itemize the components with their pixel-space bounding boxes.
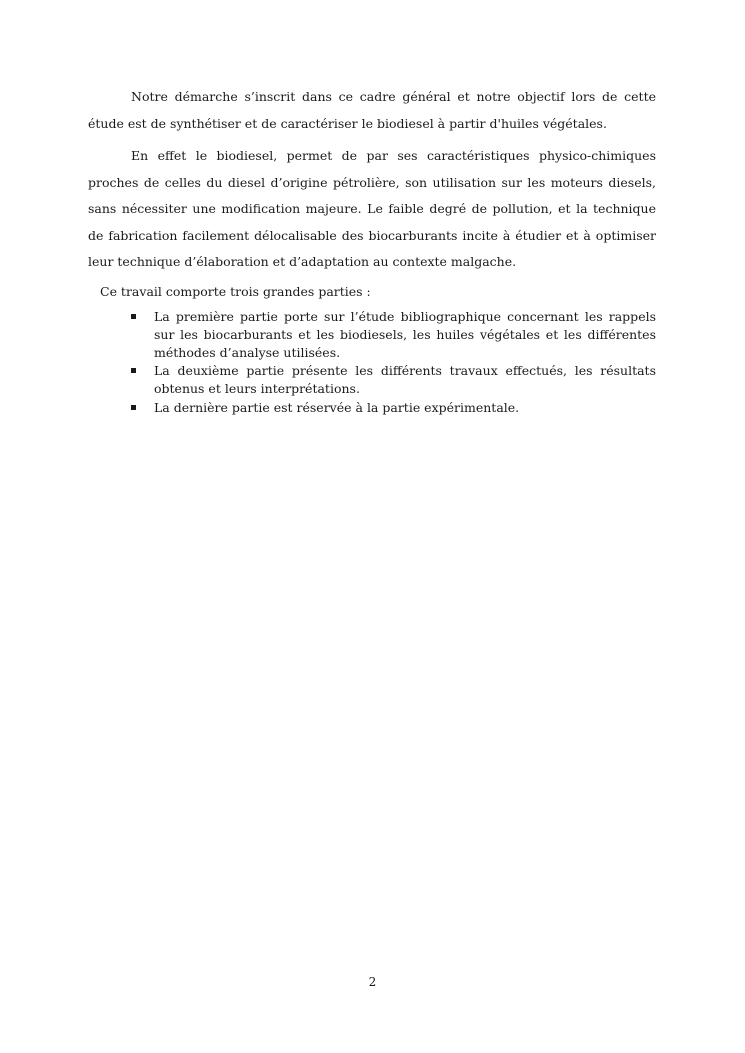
parts-intro: Ce travail comporte trois grandes parties : xyxy=(100,283,371,299)
square-bullet-icon xyxy=(131,405,136,410)
paragraph-biodiesel: En effet le biodiesel, permet de par ses caractéristiques physico-chimiques proches de celles du diesel d’origine pétrolière, son utilisation sur les moteurs diesels, sans nécessiter une modification majeure. Le faible degré de pollution, et la technique de fabrication facilement délocalisable des biocarburants incite à étudier et à optimiser leur technique d’élaboration et d’adaptation au contexte malgache. xyxy=(88,148,656,269)
square-bullet-icon xyxy=(131,314,136,319)
square-bullet-icon xyxy=(131,368,136,373)
page-number: 2 xyxy=(368,975,377,989)
list-item-text: La première partie porte sur l’étude bibliographique concernant les rappels sur les biocarburants et les biodiesels, les huiles végétales et les différentes méthodes d’analyse utilisées. xyxy=(154,308,656,360)
list-item-text: La dernière partie est réservée à la partie expérimentale. xyxy=(154,399,520,415)
parts-list xyxy=(88,308,656,417)
paragraph-objective: Notre démarche s’inscrit dans ce cadre général et notre objectif lors de cette étude est de synthétiser et de caractériser le biodiesel à partir d'huiles végétales. xyxy=(88,89,656,131)
body-text xyxy=(88,84,656,417)
list-item xyxy=(154,399,656,417)
list-item xyxy=(154,308,656,363)
list-item xyxy=(154,362,656,398)
list-item-text: La deuxième partie présente les différents travaux effectués, les résultats obtenus et leurs interprétations. xyxy=(154,363,656,397)
